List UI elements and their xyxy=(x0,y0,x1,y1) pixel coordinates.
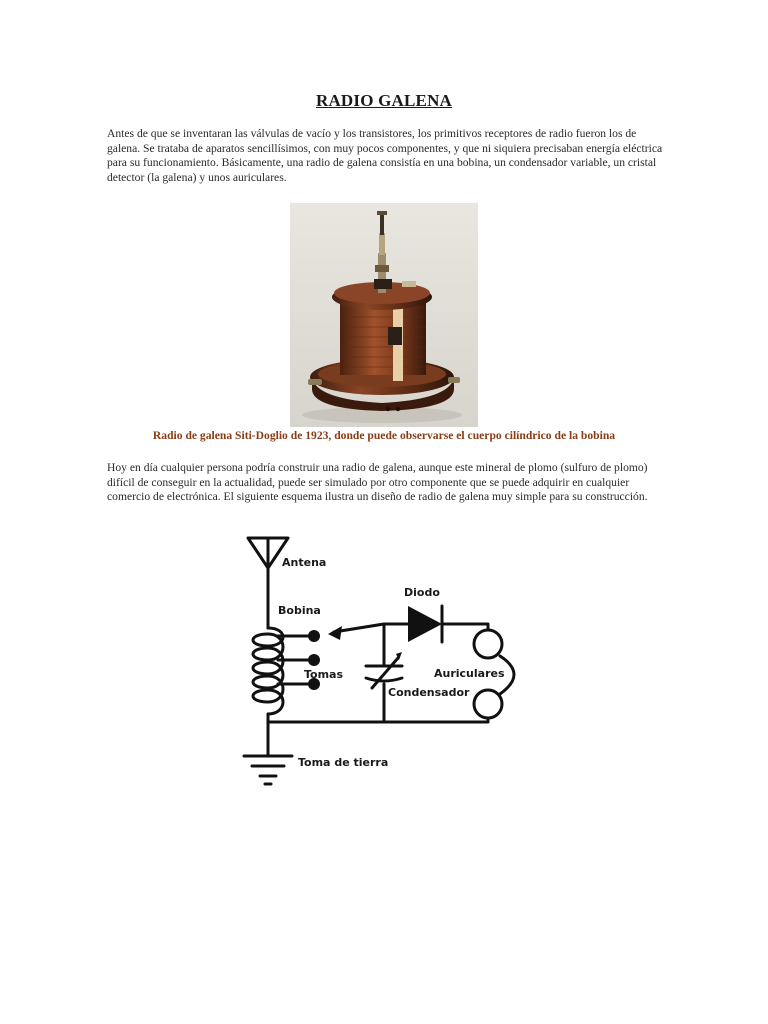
coil-symbol xyxy=(253,628,283,714)
crystal-radio-schematic xyxy=(238,534,538,790)
body-paragraph: Hoy en día cualquier persona podría construir una radio de galena, aunque este mineral de plomo (sulfuro de plomo) difícil de conseguir en la actualidad, puede ser simulado por otro componente que se puede adquirir en cualquier comercio de electrónica. El siguiente esquema ilustra un diseño de radio de galena muy simple para su construcción. xyxy=(107,461,648,504)
antenna-label: Antena xyxy=(282,556,327,569)
coil-label: Bobina xyxy=(278,604,321,617)
intro-paragraph: Antes de que se inventaran las válvulas de vacío y los transistores, los primitivos receptores de radio fueron los de galena. Se trataba de aparatos sencillísimos, con muy pocos componentes, y que ni siquiera precisaban energía eléctrica para su funcionamiento. Básicamente, una radio de galena consistía en una bobina, un condensador variable, un cristal detector (la galena) y unos auriculares. xyxy=(107,127,663,185)
page-title: RADIO GALENA xyxy=(315,91,453,110)
crystal-radio-photo xyxy=(290,203,478,427)
capacitor-label: Condensador xyxy=(388,686,470,699)
tap-dot xyxy=(308,630,320,642)
ground-label: Toma de tierra xyxy=(298,756,389,769)
earphone-top xyxy=(474,630,502,658)
headphones-label: Auriculares xyxy=(434,667,505,680)
tap-dot xyxy=(308,654,320,666)
diode-label: Diodo xyxy=(404,586,440,599)
taps-label: Tomas xyxy=(304,668,344,681)
photo-caption: Radio de galena Siti-Doglio de 1923, donde puede observarse el cuerpo cilíndrico de la bobina xyxy=(152,429,616,442)
earphone-bottom xyxy=(474,690,502,718)
